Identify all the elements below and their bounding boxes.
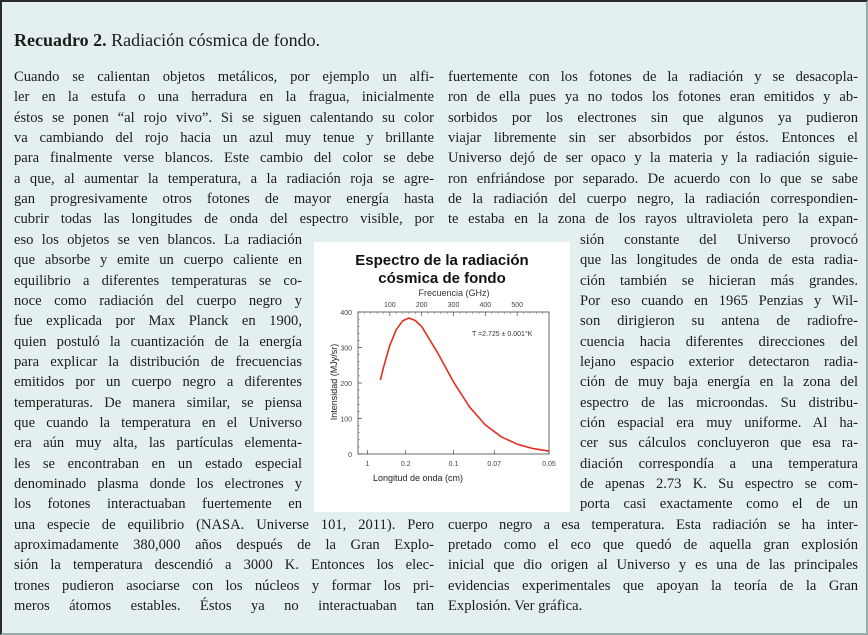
bottom-tick-label: 0.1 (448, 461, 459, 468)
top-tick-label: 500 (511, 302, 524, 309)
y-tick-label: 200 (340, 381, 352, 388)
y-axis-label: Intensidad (MJy/sr) (329, 343, 339, 421)
top-tick-label: 300 (447, 302, 460, 309)
text-line: lejano espacio exterior detectaron radia- (580, 353, 858, 370)
text-line: ción de muy baja energía en la zona del (580, 374, 858, 391)
text-line: para finalmente verse blancos. Este cambio del color se debe (14, 150, 434, 167)
text-line: ción también se hicieran más grandes. (580, 272, 858, 289)
cmb-spectrum-chart (314, 242, 570, 512)
text-line: son dirigieron su antena de radiofre- (580, 313, 858, 330)
top-axis-label: Frecuencia (GHz) (418, 288, 490, 298)
y-tick-label: 300 (340, 345, 352, 353)
text-line: fue explicada por Max Planck en 1900, (14, 313, 302, 330)
y-tick-label: 100 (340, 416, 352, 424)
bottom-tick-label: 1 (365, 461, 370, 468)
text-line: que las longitudes de onda de esta radia- (580, 252, 858, 269)
text-line: cuencia hacia diferentes direcciones del (580, 333, 858, 350)
y-tick-label: 400 (340, 310, 352, 317)
text-line: cer sus cálculos concluyeron que esa ra- (580, 435, 858, 452)
text-line: viajar libremente sin ser absorbidos por éstos. Entonces el (448, 130, 858, 147)
text-line: ción espacial era muy uniforme. Al ha- (580, 414, 858, 431)
text-line: porta casi exactamente como el de un (580, 496, 858, 513)
text-line: fuertemente con los fotones de la radiación y se desacopla- (448, 69, 858, 85)
text-line: eso los objetos se ven blancos. La radiación (14, 231, 302, 248)
temperature-annotation: T =2.725 ± 0.001°K (472, 331, 533, 338)
text-line: les se encontraban en un estado especial (14, 455, 302, 472)
text-line: trones pudieron asociarse con los núcleos y formar los pri- (14, 577, 434, 594)
text-line: pretado como el eco que quedó de aquella gran explosión (448, 537, 858, 554)
text-line: era aún muy alta, las partículas elementa- (14, 435, 302, 452)
text-line: temperaturas. De manera similar, se piensa (14, 394, 302, 411)
text-line: de la radiación del cuerpo negro, la radiación correspondien- (448, 191, 858, 208)
text-line: ler en la estufa o una herradura en la fragua, inicialmente (14, 89, 434, 106)
box-title (14, 30, 320, 51)
text-line: a que, al aumentar la temperatura, a la radiación roja se agre- (14, 170, 434, 187)
text-line: quien postuló la cuantización de la energía (14, 333, 302, 350)
box-title-text: Radiación cósmica de fondo. (111, 30, 321, 50)
text-line: diación correspondía a una temperatura (580, 455, 858, 472)
text-line: ron de ella pues ya no todos los fotones eran emitidos y ab- (448, 89, 858, 106)
text-line: va cambiando del rojo hacia un azul muy tenue y brillante (14, 130, 434, 147)
text-line: aproximadamente 380,000 años después de la Gran Explo- (14, 537, 434, 554)
box-label: Recuadro 2. (14, 30, 107, 50)
text-line: que cuando la temperatura en el Universo (14, 414, 302, 431)
bottom-tick-label: 0.07 (487, 461, 502, 468)
top-tick-label: 400 (479, 302, 492, 309)
text-line: una especie de equilibrio (NASA. Universe 101, 2011). Pero (14, 516, 434, 533)
text-line: meros átomos estables. Éstos ya no interactuaban tan (14, 598, 434, 615)
text-line: cuerpo negro a esa temperatura. Esta radiación se ha inter- (448, 516, 858, 533)
text-line: evidencias experimentales que apoyan la teoría de la Gran (448, 577, 858, 594)
top-tick-label: 100 (383, 302, 396, 309)
top-tick-label: 200 (415, 302, 428, 309)
text-line: Cuando se calientan objetos metálicos, por ejemplo un alfi- (14, 69, 434, 85)
text-line: que absorbe y emite un cuerpo caliente en (14, 252, 302, 269)
text-line: espectro de las microondas. Su distribu- (580, 394, 858, 411)
cmb-spectrum-figure (314, 242, 570, 512)
text-line: sorbidos por los electrones sin que algunos ya pudieron (448, 109, 858, 126)
text-line: los fotones interactuaban fuertemente en (14, 496, 302, 513)
text-line: éstos se ponen “al rojo vivo”. Si se siguen calentando su color (14, 109, 434, 126)
text-line: cubrir todas las longitudes de onda del espectro visible, por (14, 211, 434, 228)
text-line: ron enfriándose por separado. De acuerdo con lo que se sabe (448, 170, 858, 187)
y-tick-label: 0 (348, 452, 352, 459)
text-line: gan progresivamente otros fotones de mayor energía hasta (14, 191, 434, 208)
text-line: Universo dejó de ser opaco y la materia y la radiación siguie- (448, 150, 858, 167)
text-line: equilibrio a diferentes temperaturas se co- (14, 272, 302, 289)
text-line: te estaba en la zona de los rayos ultravioleta pero la expan- (448, 211, 858, 228)
text-line: inicial que dio origen al Universo y es una de las principales (448, 557, 858, 574)
chart-title-line: cósmica de fondo (378, 270, 506, 287)
chart-title-line: Espectro de la radiación (355, 252, 529, 269)
text-line: sión constante del Universo provocó (580, 231, 858, 248)
text-line: de apenas 2.73 K. Su espectro se com- (580, 476, 858, 492)
text-line: para explicar la distribución de frecuencias (14, 353, 302, 370)
bottom-tick-label: 0.2 (400, 461, 411, 468)
text-line: Explosión. Ver gráfica. (448, 598, 583, 615)
bottom-tick-label: 0.05 (542, 461, 556, 468)
text-line: sión la temperatura descendió a 3000 K. Entonces los elec- (14, 557, 434, 574)
text-line: noce como radiación del cuerpo negro y (14, 292, 302, 309)
text-line: denominado plasma donde los electrones y (14, 476, 302, 492)
text-line: emitidos por un cuerpo negro a diferentes (14, 374, 302, 391)
text-line: Por eso cuando en 1965 Penzias y Wil- (580, 292, 858, 309)
x-axis-label: Longitud de onda (cm) (372, 473, 464, 483)
